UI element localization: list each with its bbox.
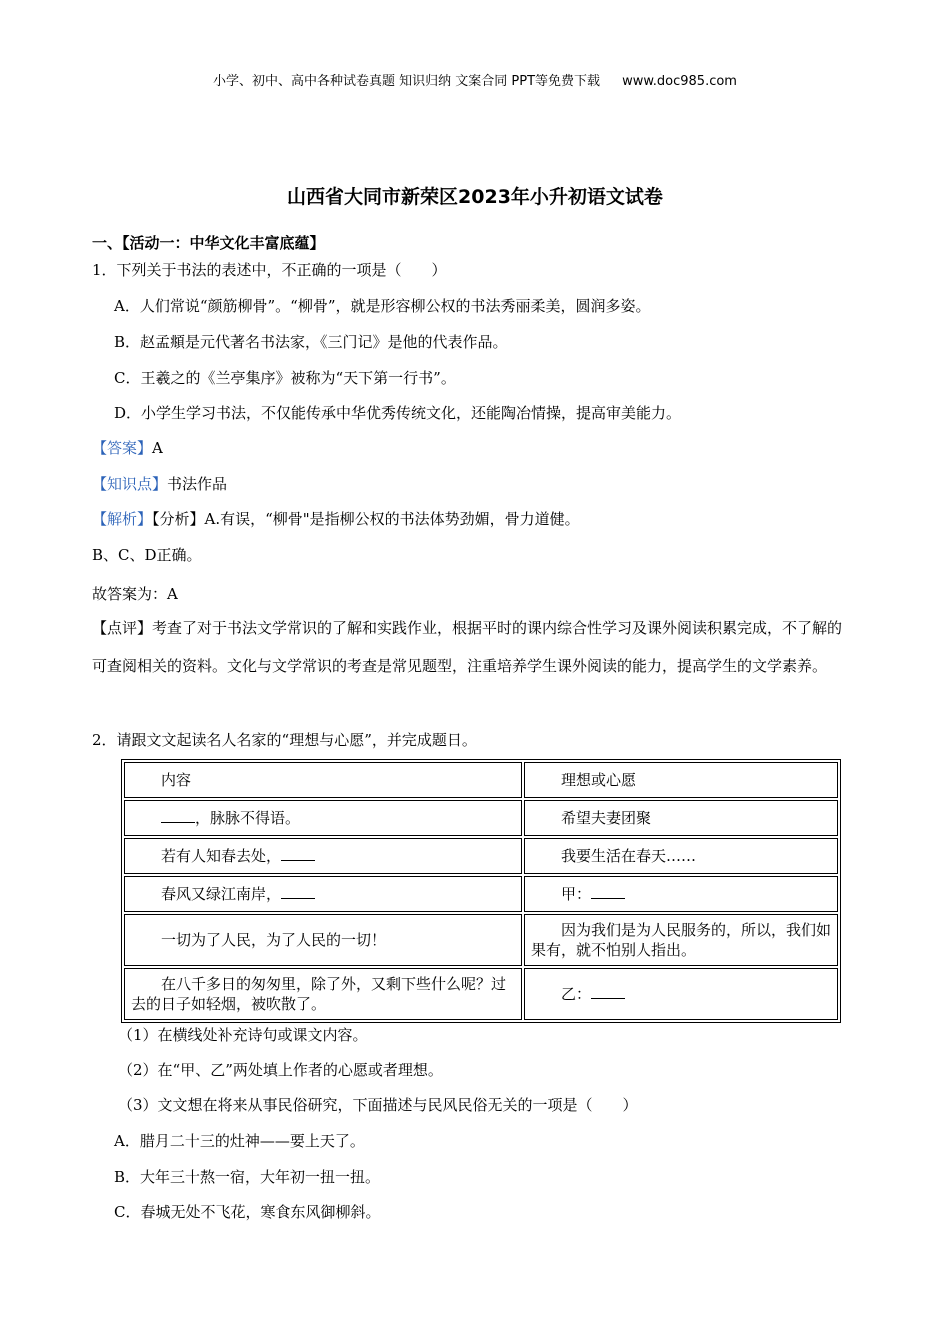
knowledge-value: 书法作品 xyxy=(167,475,228,493)
q2-stem: 2．请跟文文起读名人名家的“理想与心愿”，并完成题日。 xyxy=(92,731,477,749)
q1-answer-line xyxy=(92,437,163,458)
cell-text: 甲： xyxy=(561,885,592,903)
table-cell xyxy=(524,968,838,1020)
q2-option-a: A．腊月二十三的灶神——要上天了。 xyxy=(114,1132,365,1150)
header-site[interactable]: www.doc985.com xyxy=(622,74,737,89)
analysis-tag: 【解析】 xyxy=(92,510,153,528)
table-cell: 希望夫妻团聚 xyxy=(524,800,838,836)
q2-sub3: （3）文文想在将来从事民俗研究，下面描述与民风民俗无关的一项是（ ） xyxy=(118,1096,638,1114)
q1-option-c: C．王羲之的《兰亭集序》被称为“天下第一行书”。 xyxy=(114,369,456,387)
q1-comment: 【点评】考查了对于书法文学常识的了解和实践作业，根据平时的课内综合性学习及课外阅读积累完成，不了解的可查阅相关的资料。文化与文学常识的考查是常见题型，注重培养学生课外阅读的能力，提高学生的文学素养。 xyxy=(92,619,843,675)
table-cell: 一切为了人民，为了人民的一切！ xyxy=(124,914,522,966)
cell-text: 若有人知春去处， xyxy=(161,847,282,865)
cell-text: ，脉脉不得语。 xyxy=(195,809,301,827)
q1-line3: 故答案为：A xyxy=(92,585,178,603)
answer-value: A xyxy=(152,439,163,457)
fill-blank[interactable] xyxy=(161,810,195,823)
q2-option-c: C．春城无处不飞花，寒食东风御柳斜。 xyxy=(114,1203,381,1221)
ideal-wish-table xyxy=(121,759,841,1023)
q2-sub1: （1）在横线处补充诗句或课文内容。 xyxy=(118,1026,368,1044)
table-cell: 在八千多日的匆匆里，除了外，又剩下些什么呢？过去的日子如轻烟，被吹散了。 xyxy=(124,968,522,1020)
fill-blank[interactable] xyxy=(281,886,315,899)
analysis-value: 【分析】A.有误，“柳骨"是指柳公权的书法体势劲媚，骨力道健。 xyxy=(152,510,580,528)
fill-blank[interactable] xyxy=(591,986,625,999)
header-text: 小学、初中、高中各种试卷真题 知识归纳 文案合同 PPT等免费下载 xyxy=(213,74,601,89)
table-cell xyxy=(124,838,522,874)
table-cell: 我要生活在春天…… xyxy=(524,838,838,874)
q1-knowledge-line xyxy=(92,473,227,494)
q1-line2: B、C、D正确。 xyxy=(92,546,202,564)
page-title: 山西省大同市新荣区2023年小升初语文试卷 xyxy=(287,186,663,208)
q1-option-b: B．赵孟頫是元代著名书法家，《三门记》是他的代表作品。 xyxy=(114,333,508,351)
q1-analysis-line xyxy=(92,508,580,529)
q2-sub2: （2）在“甲、乙”两处填上作者的心愿或者理想。 xyxy=(118,1061,443,1079)
table-row xyxy=(124,968,838,1020)
fill-blank[interactable] xyxy=(591,886,625,899)
cell-text: 乙： xyxy=(561,985,592,1003)
knowledge-tag: 【知识点】 xyxy=(92,475,168,493)
table-row xyxy=(124,838,838,874)
answer-tag: 【答案】 xyxy=(92,439,153,457)
cell-text: 春风又绿江南岸， xyxy=(161,885,282,903)
page-header xyxy=(0,70,950,89)
table-cell xyxy=(124,800,522,836)
table-header-content: 内容 xyxy=(124,762,522,798)
table-row xyxy=(124,876,838,912)
q1-option-a: A．人们常说“颜筋柳骨”。“柳骨”，就是形容柳公权的书法秀丽柔美，圆润多姿。 xyxy=(114,297,651,315)
table-row xyxy=(124,800,838,836)
q1-option-d: D．小学生学习书法，不仅能传承中华优秀传统文化，还能陶冶情操，提高审美能力。 xyxy=(114,404,682,422)
fill-blank[interactable] xyxy=(281,848,315,861)
table-cell xyxy=(524,876,838,912)
q2-option-b: B．大年三十熬一宿，大年初一扭一扭。 xyxy=(114,1168,381,1186)
table-row xyxy=(124,762,838,798)
table-row xyxy=(124,914,838,966)
section-heading: 一、【活动一：中华文化丰富底蕴】 xyxy=(92,234,325,252)
table-header-wish: 理想或心愿 xyxy=(524,762,838,798)
table-cell: 因为我们是为人民服务的，所以，我们如果有，就不怕别人指出。 xyxy=(524,914,838,966)
table-cell xyxy=(124,876,522,912)
q1-stem: 1．下列关于书法的表述中，不正确的一项是（ ） xyxy=(92,261,447,279)
